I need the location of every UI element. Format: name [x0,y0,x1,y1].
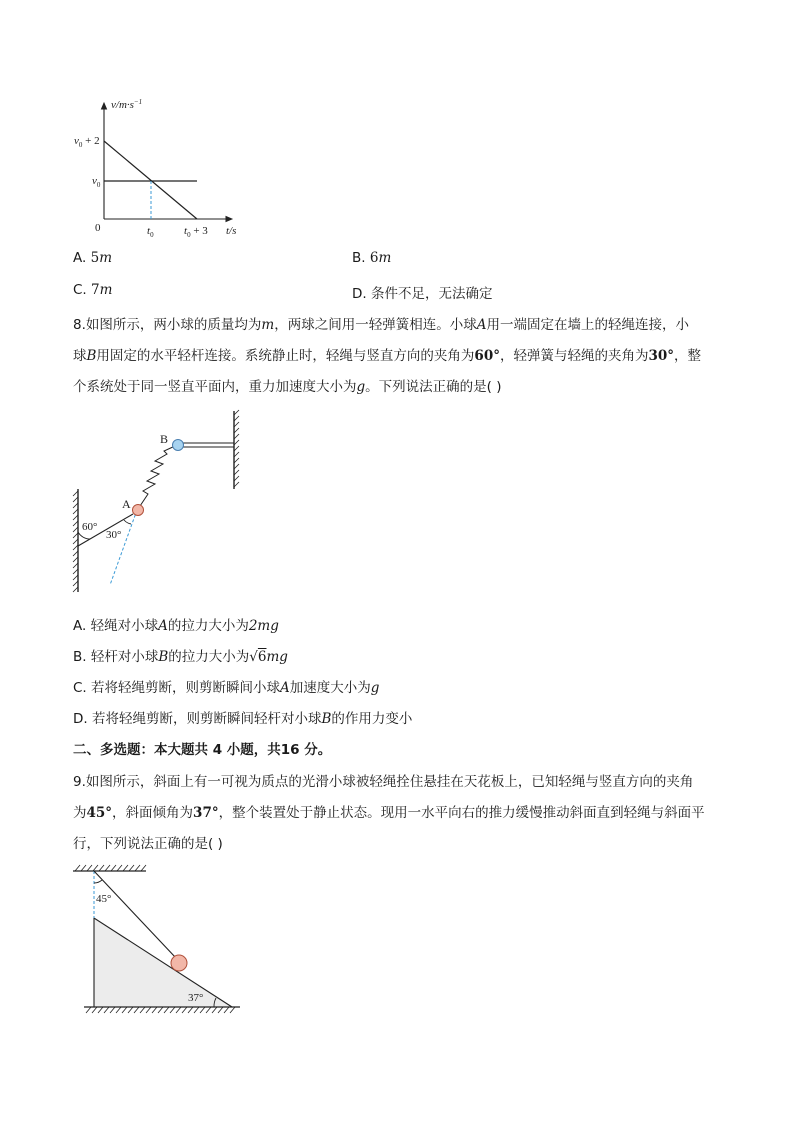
ceiling-hatch [75,865,146,871]
q8-option-b: B. 轻杆对小球B的拉力大小为√6mg [73,649,288,665]
x-axis-label: t/s [226,225,237,237]
q7-option-d: D. 条件不足，无法确定 [352,286,493,302]
vt-graph-figure [70,96,250,241]
label-45-deg: 45° [96,893,112,905]
angle-arc-60 [78,532,90,539]
label-37-deg: 37° [188,992,204,1004]
label-30-deg: 30° [106,529,122,541]
q8-stem-line-1: 8.如图所示，两小球的质量均为m，两球之间用一轻弹簧相连。小球A用一端固定在墙上的轻绳连接，小 [73,317,689,333]
ball-a [133,505,144,516]
spring [140,446,175,506]
q7-option-b: B. 6m [352,250,392,266]
angle-arc-45 [94,880,102,883]
label-60-deg: 60° [82,521,98,533]
right-wall-hatch [234,410,239,487]
q8-stem-line-3: 个系统处于同一竖直平面内，重力加速度大小为g。下列说法正确的是( ) [73,379,502,395]
y-axis-label: $v/m\cdot s^{-1}$ [111,98,143,111]
left-wall-hatch [73,491,78,592]
incline [94,918,232,1007]
origin-label: 0 [95,222,101,234]
spring-direction-dashed [110,510,137,585]
ground-hatch [86,1007,235,1013]
q7-option-c: C. 7m [73,282,113,298]
y-tick-v0-plus-2: $v_0 + 2$ [74,135,100,149]
label-b: B [160,432,169,446]
q8-figure [68,408,248,594]
q9-stem-line-1: 9.如图所示，斜面上有一可视为质点的光滑小球被轻绳拴住悬挂在天花板上，已知轻绳与竖直方向的夹角 [73,774,694,790]
q7-option-a: A. 5m [73,250,112,266]
q9-stem-line-3: 行，下列说法正确的是( ) [73,836,223,852]
q8-option-a: A. 轻绳对小球A的拉力大小为2mg [73,618,279,634]
x-tick-t0-plus-3: $t_0 + 3$ [184,225,208,239]
label-a: A [122,497,131,511]
q9-figure [72,858,247,1016]
angle-arc-30 [124,520,131,524]
q8-option-c: C. 若将轻绳剪断，则剪断瞬间小球A加速度大小为g [73,680,380,696]
ball-b [173,440,184,451]
q8-option-d: D. 若将轻绳剪断，则剪断瞬间轻杆对小球B的作用力变小 [73,711,413,727]
y-tick-v0: $v_0$ [92,175,101,189]
ball [171,955,187,971]
q8-stem-line-2: 球B用固定的水平轻杆连接。系统静止时，轻绳与竖直方向的夹角为60°，轻弹簧与轻绳的夹角为30°，整 [73,348,702,364]
q9-stem-line-2: 为45°，斜面倾角为37°，整个装置处于静止状态。现用一水平向右的推力缓慢推动斜面直到轻绳与斜面平 [73,805,705,821]
x-tick-t0: $t_0$ [147,225,154,239]
rope-extension-dashed [68,546,78,555]
section-heading-multiple-choice: 二、多选题：本大题共 4 小题，共16 分。 [73,742,332,758]
